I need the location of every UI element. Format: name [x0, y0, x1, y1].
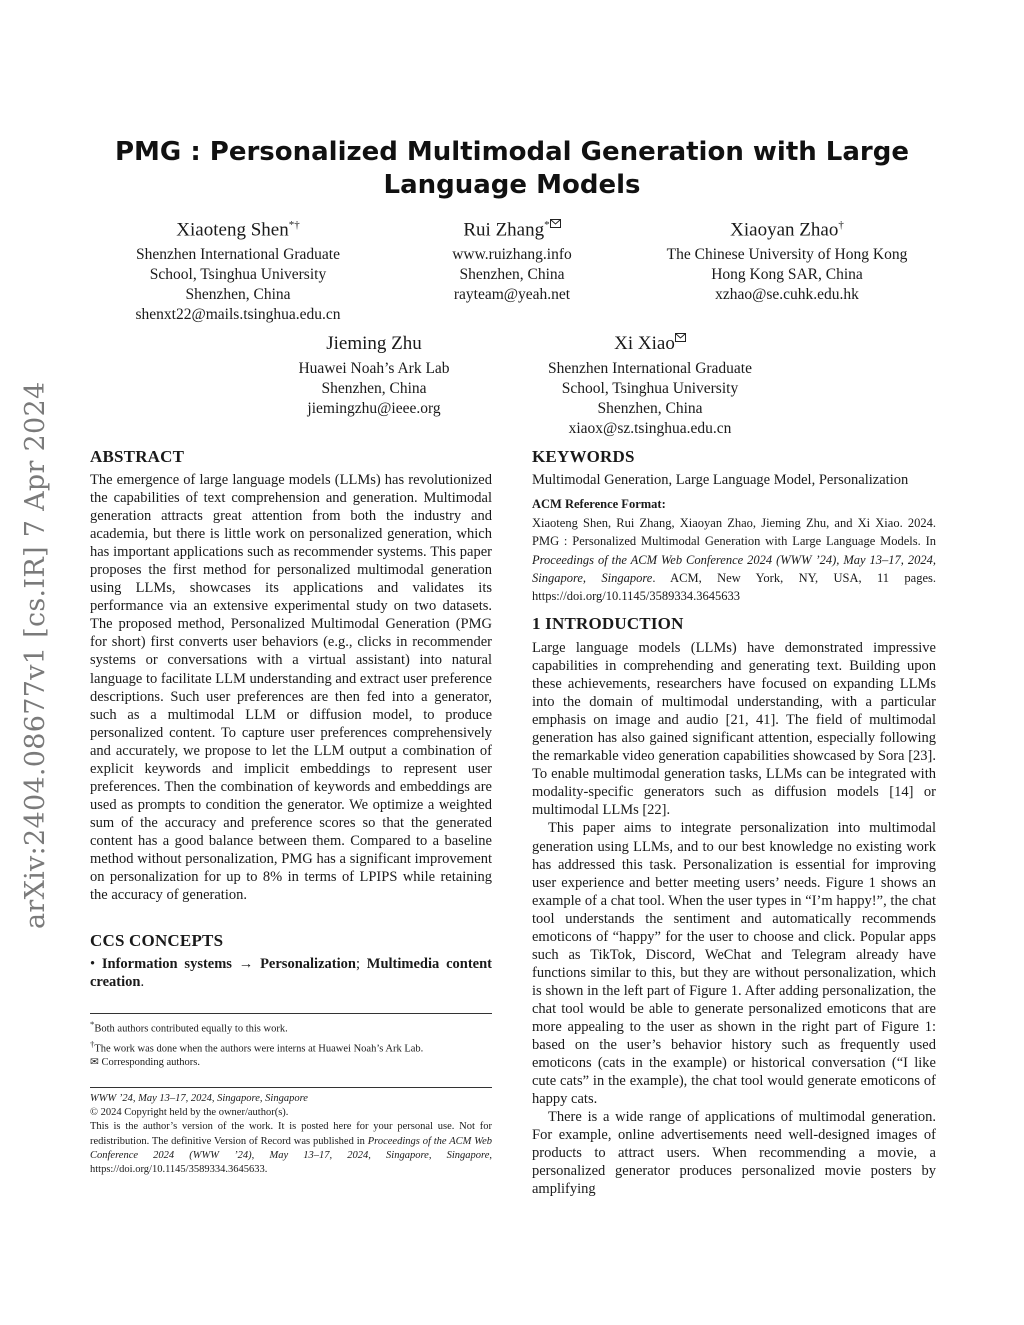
affiliation-line: Shenzhen International Graduate: [548, 360, 752, 377]
abstract-heading: ABSTRACT: [90, 447, 185, 466]
affiliation-line: Shenzhen, China: [459, 266, 565, 284]
arrow-icon: →: [238, 956, 254, 972]
footnote: ✉ Corresponding authors.: [90, 1057, 201, 1069]
author-name: Jieming Zhu: [326, 333, 422, 354]
keywords-text: Multimodal Generation, Large Language Model, Personalization: [532, 472, 909, 488]
author-email[interactable]: rayteam@yeah.net: [453, 286, 571, 304]
affiliation-line: Hong Kong SAR, China: [711, 266, 863, 284]
author-block: [644, 212, 930, 305]
paper-title: PMG : Personalized Multimodal Generation with Large Language Models: [115, 137, 909, 200]
footnote-divider: [90, 1013, 492, 1014]
paragraph: There is a wide range of applications of multimodal generation. For example, online advertisements need well-designed images of products to attract users. When recommending a movie, a personalized generator produces personalized movie posters by amplifying: [532, 1109, 936, 1198]
ccs-item: Information systems: [101, 956, 232, 972]
paragraph: This paper aims to integrate personalization into multimodal generation using LLMs, and to our best knowledge no existing work has addressed this task. Personalization is essential for improving user experience and better meeting users’ needs. Figure 1 shows an example of a chat tool. When the user types in “I’m happy!”, the chat tool understands the sentiment and automatically recommends emoticons of “happy” for the user to choose and click. Popular apps such as TikTok, Discord, WeChat and Telegram already have functions similar to this, but they are without personalization, which is shown in the left part of Figure 1. After adding personalization, the chat tool would be able to generate personalized emoticons that are more appealing to the user as shown in the right part of Figure 1: based on the user’s behavior history such as frequently used emoticons (cats in the example) or historical conversation (“I like cute cats” in the example), the chat tool would generate emoticons of happy cats.: [532, 820, 936, 1108]
author-mark: *†: [288, 219, 300, 231]
ccs-item: Multimedia content creation: [90, 956, 492, 991]
footnotes: [90, 1017, 492, 1071]
bullet: •: [90, 956, 96, 972]
abstract-text: The emergence of large language models (LLMs) has revolutionized the capabilities of text comprehension and generation. Multimodal generation attracts great attention from both the industry and academia, but there is little work on personalized generation, which has important applications such as recommender systems. This paper proposes the first method for personalized multimodal generation using LLMs, showcases its applications and validates its performance via an extensive experimental study on two datasets. The proposed method, Personalized Multimodal Generation (PMG for short) first converts user behaviors (e.g., clicks in recommender systems or conversations with a virtual assistant) into natural language to facilitate LLM understanding and extract user preference descriptions. Such user preferences are then fed into a generator, such as a multimodal LLM or diffusion model, to produce personalized content. To capture user preferences comprehensively and accurately, we propose to let the LLM output a combination of explicit keywords and implicit embeddings to represent user preferences. Then the combination of keywords and embeddings are used as prompts to condition the generator. We optimize a weighted sum of the accuracy and preference scores so that the generated content has a good balance between them. Compared to a baseline method without personalization, PMG has a significant improvement on personalization for up to 8% in terms of LPIPS while retaining the accuracy of generation.: [90, 472, 492, 904]
venue-line: WWW ’24, May 13–17, 2024, Singapore, Singapore: [90, 1093, 308, 1104]
author-block: [392, 212, 632, 305]
author-name: Rui Zhang: [463, 219, 545, 241]
author-name: Xiaoyan Zhao: [730, 219, 839, 241]
ccs-concepts: [90, 955, 492, 991]
acm-ref-heading: ACM Reference Format:: [532, 497, 666, 511]
copyright-line: © 2024 Copyright held by the owner/author(s).: [90, 1107, 289, 1119]
venue-divider: [90, 1087, 492, 1088]
author-email[interactable]: shenxt22@mails.tsinghua.edu.cn: [135, 306, 341, 324]
author-name: Xiaoteng Shen: [176, 219, 289, 241]
ccs-heading: CCS CONCEPTS: [90, 931, 224, 950]
affiliation-line: School, Tsinghua University: [149, 266, 327, 284]
affiliation-line: Shenzhen International Graduate: [136, 246, 340, 264]
intro-heading: 1 INTRODUCTION: [532, 614, 684, 633]
author-mark: *: [544, 219, 550, 231]
author-block: [98, 212, 378, 325]
arxiv-identifier: arXiv:2404.08677v1 [cs.IR] 7 Apr 2024: [20, 381, 51, 929]
homepage-link[interactable]: www.ruizhang.info: [452, 246, 572, 264]
abstract-body: [90, 471, 492, 904]
paragraph: Large language models (LLMs) have demonstrated impressive capabilities in comprehending and generating text. Building upon these achievements, researchers have focused on expanding LLMs into the domain of multimodal understanding, with a particular emphasis on image and audio [21, 41]. The field of multimodal generation has also gained significant attention, especially following the remarkable video generation capabilities showcased by Sora [23]. To enable multimodal generation tasks, LLMs can be integrated with modality-specific generators such as diffusion models [14] or multimodal LLMs [22].: [532, 640, 936, 819]
author-block: [510, 331, 790, 439]
acm-ref-body: Xiaoteng Shen, Rui Zhang, Xiaoyan Zhao, Jieming Zhu, and Xi Xiao. 2024. PMG : Personalized Multimodal Generation with Large Language Models. In Proceedings of the ACM Web Conference 2024 (WWW ’24), May 13–17, 2024, Singapore, Singapore. ACM, New York, NY, USA, 11 pages. https://doi.org/10.1145/3589334.3645633: [532, 516, 937, 604]
affiliation-line: School, Tsinghua University: [561, 380, 739, 397]
ccs-separator: ;: [355, 956, 360, 972]
envelope-icon: ✉: [90, 1057, 99, 1069]
envelope-icon: [675, 333, 686, 342]
envelope-icon: [550, 219, 561, 228]
author-email[interactable]: xiaox@sz.tsinghua.edu.cn: [568, 420, 732, 437]
author-mark: †: [838, 219, 844, 231]
affiliation-line: Shenzhen, China: [597, 400, 703, 417]
version-note: This is the author’s version of the work. It is posted here for your personal use. Not for redistribution. The definitive Version of Record was published in Proceedings of the ACM Web Conference 2024 (WWW ’24), May 13–17, 2024, Singapore, Singapore, https://doi.org/10.1145/3589334.3645633.: [90, 1121, 492, 1176]
intro-body: [532, 639, 936, 1198]
keywords-heading: KEYWORDS: [532, 447, 635, 466]
affiliation-line: Shenzhen, China: [321, 380, 427, 397]
author-name: Xi Xiao: [614, 333, 675, 354]
affiliation-line: Shenzhen, China: [185, 286, 291, 304]
ccs-item: Personalization: [260, 956, 356, 972]
venue-info: [90, 1092, 492, 1177]
ccs-end: .: [140, 974, 145, 991]
author-email[interactable]: jiemingzhu@ieee.org: [307, 400, 441, 417]
affiliation-line: The Chinese University of Hong Kong: [666, 246, 908, 264]
affiliation-line: Huawei Noah’s Ark Lab: [298, 360, 450, 377]
author-block: [264, 331, 484, 419]
footnote: †The work was done when the authors were interns at Huawei Noah’s Ark Lab.: [90, 1038, 424, 1055]
author-email[interactable]: xzhao@se.cuhk.edu.hk: [715, 286, 859, 304]
footnote: *Both authors contributed equally to this work.: [90, 1019, 288, 1035]
